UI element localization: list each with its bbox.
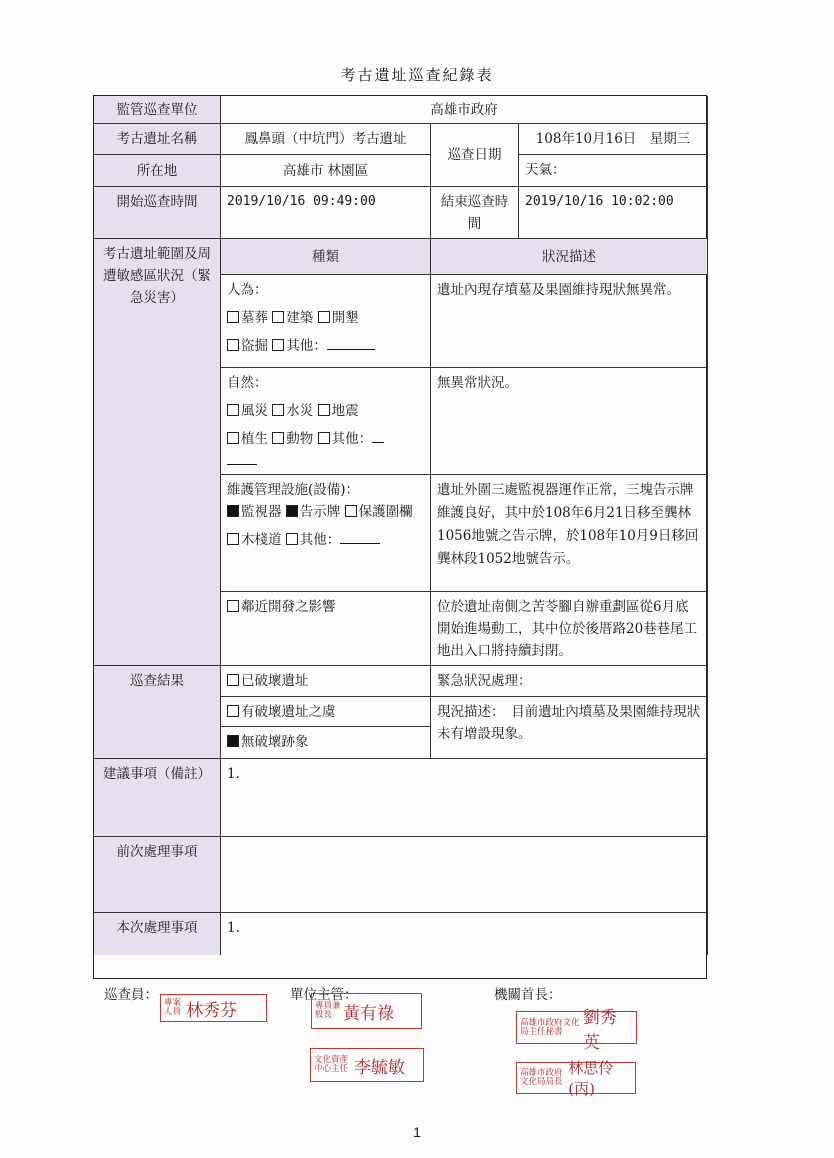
checkbox-destroyed[interactable] (227, 674, 239, 686)
page-number: 1 (413, 1124, 421, 1140)
start-time-value: 2019/10/16 09:49:00 (221, 187, 431, 239)
option-flood: 水災 (286, 403, 314, 419)
facility-options-row2 (227, 529, 424, 551)
stamp-name: 林思伶(丙) (568, 1059, 614, 1098)
inspector-stamp (160, 994, 267, 1022)
type-header: 種類 (221, 239, 431, 275)
stamp-title: 專員兼股長 (315, 1001, 341, 1020)
stamp-title: 專案人員 (164, 998, 182, 1017)
checkbox-human-other[interactable] (272, 339, 284, 351)
option-vegetation: 植生 (241, 431, 268, 447)
prev-value[interactable] (221, 837, 708, 913)
head-label: 機關首長： (494, 987, 562, 1003)
option-reclamation: 開墾 (331, 310, 359, 326)
checkbox-vegetation[interactable] (227, 432, 239, 444)
checkbox-boardwalk[interactable] (227, 533, 239, 545)
option-earthquake: 地震 (331, 403, 359, 419)
range-status-label: 考古遺址範圍及周遭敏感區狀況（緊急災害） (94, 239, 221, 666)
option-signboard: 告示牌 (299, 504, 341, 520)
option-nature-other: 其他： (331, 431, 373, 447)
option-nearby-development: 鄰近開發之影響 (241, 599, 336, 615)
result-option-no-damage (221, 727, 431, 759)
option-risk: 有破壞遺址之虞 (241, 704, 336, 720)
unit-value: 高雄市政府 (221, 96, 708, 124)
blank-line (340, 543, 380, 544)
result-label: 巡查結果 (94, 666, 221, 759)
checkbox-fence[interactable] (345, 505, 357, 517)
facility-desc: 遺址外圍三處監視器運作正常，三塊告示牌維護良好，其中於108年6月21日移至龔林1056地號之告示牌，於108年10月9日移回龔林段1052地號告示。 (431, 475, 708, 592)
facility-options-row1 (227, 501, 424, 523)
nature-options-row2 (227, 428, 424, 450)
supervisor-stamp (311, 993, 422, 1029)
checkbox-facility-other[interactable] (286, 533, 298, 545)
nature-blank-line (227, 450, 424, 472)
nature-title: 自然： (227, 375, 268, 391)
option-building: 建築 (286, 310, 314, 326)
checkbox-nearby-development[interactable] (227, 600, 239, 612)
stamp-name: 劉秀英 (582, 1007, 617, 1053)
checkbox-earthquake[interactable] (318, 404, 330, 416)
human-desc: 遺址內現存墳墓及果園維持現狀無異常。 (431, 275, 708, 368)
center-director-stamp (310, 1048, 424, 1082)
checkbox-animal[interactable] (272, 432, 284, 444)
prev-label: 前次處理事項 (94, 837, 221, 913)
checkbox-no-damage[interactable] (227, 735, 239, 747)
checkbox-building[interactable] (272, 311, 284, 323)
suggestion-label: 建議事項（備註） (94, 759, 221, 837)
option-burial: 墓葬 (241, 310, 268, 326)
location-label: 所在地 (94, 155, 221, 187)
option-no-damage: 無破壞跡象 (241, 734, 309, 750)
inspector-label: 巡查員： (104, 987, 158, 1003)
checkbox-signboard[interactable] (286, 505, 298, 517)
option-destroyed: 已破壞遺址 (241, 673, 309, 689)
human-options-row2 (227, 335, 424, 357)
option-boardwalk: 木棧道 (241, 532, 282, 548)
current-value[interactable]: 1. (221, 913, 708, 955)
end-time-value: 2019/10/16 10:02:00 (519, 187, 708, 239)
stamp-title: 文化資產中心主任 (314, 1055, 349, 1074)
end-time-label: 結束巡查時間 (431, 187, 519, 239)
facility-title: 維護管理設施(設備)： (227, 482, 360, 498)
option-facility-other: 其他： (299, 532, 341, 548)
location-value: 高雄市 林園區 (221, 155, 431, 187)
facility-cell (221, 475, 431, 592)
option-animal: 動物 (286, 431, 314, 447)
suggestion-value[interactable]: 1. (221, 759, 708, 837)
date-value: 108年10月16日 星期三 (519, 124, 708, 155)
blank-line (372, 442, 384, 443)
blank-line (227, 464, 257, 465)
checkbox-looting[interactable] (227, 339, 239, 351)
blank-line (327, 349, 375, 350)
stamp-name: 林秀芬 (186, 1000, 237, 1021)
checkbox-risk[interactable] (227, 705, 239, 717)
stamp-name: 黃有祿 (343, 1003, 394, 1024)
nature-cell (221, 368, 431, 475)
stamp-name: 李毓敏 (354, 1057, 405, 1078)
option-human-other: 其他： (286, 338, 327, 354)
option-looting: 盜掘 (241, 338, 268, 354)
human-options-row1 (227, 307, 424, 329)
supervisor-label: 單位主管： (290, 987, 358, 1003)
form-title: 考古遺址巡查紀錄表 (340, 66, 494, 84)
status-header: 狀況描述 (431, 239, 708, 275)
nature-desc: 無異常狀況。 (431, 368, 708, 475)
option-typhoon: 風災 (241, 403, 268, 419)
result-option-destroyed (221, 666, 431, 697)
date-label: 巡查日期 (431, 124, 519, 187)
stamp-title: 高雄市政府文化局主任秘書 (520, 1017, 580, 1037)
human-title: 人為： (227, 282, 268, 298)
unit-label: 監管巡查單位 (94, 96, 221, 124)
checkbox-flood[interactable] (272, 404, 284, 416)
result-option-risk (221, 697, 431, 727)
inspection-form-table (93, 95, 707, 979)
option-fence: 保護圍欄 (358, 504, 413, 520)
weather-field: 天氣： (519, 155, 708, 187)
nature-options-row1 (227, 400, 424, 422)
checkbox-nature-other[interactable] (318, 432, 330, 444)
current-status-desc: 現況描述： 目前遺址內墳墓及果園維持現狀未有增設現象。 (431, 697, 708, 759)
human-cell (221, 275, 431, 368)
site-name-label: 考古遺址名稱 (94, 124, 221, 155)
checkbox-cctv[interactable] (227, 505, 239, 517)
current-label: 本次處理事項 (94, 913, 221, 955)
start-time-label: 開始巡查時間 (94, 187, 221, 239)
nearby-desc: 位於遺址南側之苦苓腳自辦重劃區從6月底開始進場動工，其中位於後厝路20巷巷尾工地出入口將持續封閉。 (431, 592, 708, 666)
nearby-cell (221, 592, 431, 666)
director-general-stamp (516, 1059, 636, 1098)
checkbox-reclamation[interactable] (318, 311, 330, 323)
checkbox-burial[interactable] (227, 311, 239, 323)
emergency-handling: 緊急狀況處理： (431, 666, 708, 697)
stamp-title: 高雄市政府文化局局長 (520, 1068, 563, 1087)
secretary-stamp (516, 1007, 637, 1053)
option-cctv: 監視器 (241, 504, 282, 520)
checkbox-typhoon[interactable] (227, 404, 239, 416)
site-name-value: 鳳鼻頭（中坑門）考古遺址 (221, 124, 431, 155)
